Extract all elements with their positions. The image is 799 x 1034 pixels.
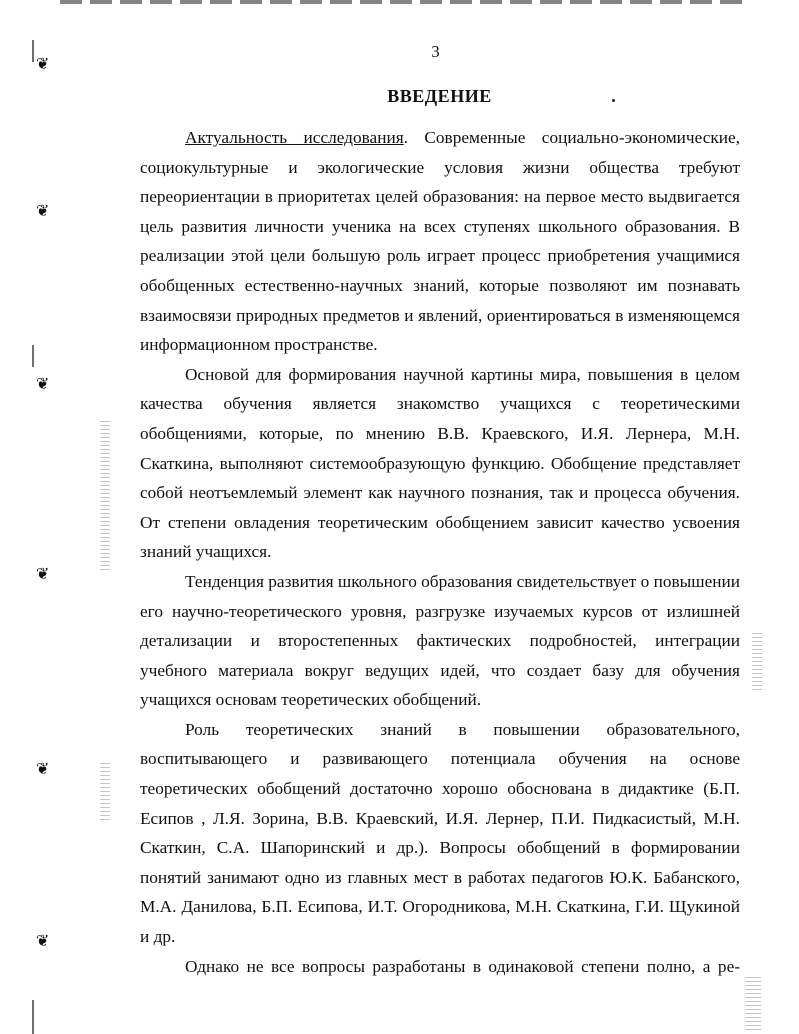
page-number: 3 xyxy=(431,42,440,61)
scan-noise xyxy=(745,975,761,1030)
scan-top-edge xyxy=(60,0,750,4)
scan-noise xyxy=(100,420,110,570)
scan-speck xyxy=(612,99,615,102)
binder-hole-mark-icon xyxy=(36,205,52,219)
paragraph: Однако не все вопросы разработаны в одинаковой степени полно, а ре- xyxy=(185,956,740,976)
margin-line xyxy=(32,40,34,62)
paragraph xyxy=(140,123,740,360)
binder-hole-mark-icon xyxy=(36,378,52,392)
binder-hole-mark-icon xyxy=(36,763,52,777)
paragraph: Тенденция развития школьного образования свидетельствует о повышении его научно-теоретического уровня, разгрузке изучаемых курсов от излишней детализации и второстепенных фактических подробностей, интеграции учебного материала вокруг ведущих идей, что создает базу для обучения учащихся основам теоретических обобщений. xyxy=(140,571,740,710)
section-heading: Актуальность исследования xyxy=(185,128,404,147)
page-title: ВВЕДЕНИЕ xyxy=(387,86,492,106)
binder-hole-mark-icon xyxy=(36,58,52,72)
scan-noise xyxy=(752,630,762,690)
scan-noise xyxy=(100,760,110,820)
margin-line xyxy=(32,345,34,367)
document-body xyxy=(140,123,740,981)
binder-hole-mark-icon xyxy=(36,568,52,582)
paragraph: Роль теоретических знаний в повышении образовательного, воспитывающего и развивающего потенциала обучения на основе теоретических обобщений достаточно хорошо обоснована в дидактике (Б.П. Есипов , Л.Я. Зорина, В.В. Краевский, И.Я. Лернер, П.И. Пидкасистый, М.Н. Скаткин, С.А. Шапоринский и др.). Вопросы обобщений в формировании понятий занимают одно из главных мест в работах педагогов Ю.К. Бабанского, М.А. Данилова, Б.П. Есипова, И.Т. Огородникова, М.Н. Скаткина, Г.И. Щукиной и др. xyxy=(140,719,740,947)
paragraph-text: . Современные социально-экономические, социокультурные и экологические условия жизни общества требуют переориентации в приоритетах целей образования: на первое место выдвигается цель развития личности ученика на всех ступенях школьного образования. В реализации этой цели большую роль играет процесс приобретения учащимися обобщенных естественно-научных знаний, которые позволяют им познавать взаимосвязи природных предметов и явлений, ориентироваться в изменяющемся информационном пространстве. xyxy=(140,128,740,355)
paragraph: Основой для формирования научной картины мира, повышения в целом качества обучения является знакомство учащихся с теоретическими обобщениями, которые, по мнению В.В. Краевского, И.Я. Лернера, М.Н. Скаткина, выполняют системообразующую функцию. Обобщение представляет собой неотъемлемый элемент как научного познания, так и процесса обучения. От степени овладения теоретическим обобщением зависит качество усвоения знаний учащихся. xyxy=(140,364,740,562)
binder-hole-mark-icon xyxy=(36,935,52,949)
margin-line xyxy=(32,1000,34,1034)
